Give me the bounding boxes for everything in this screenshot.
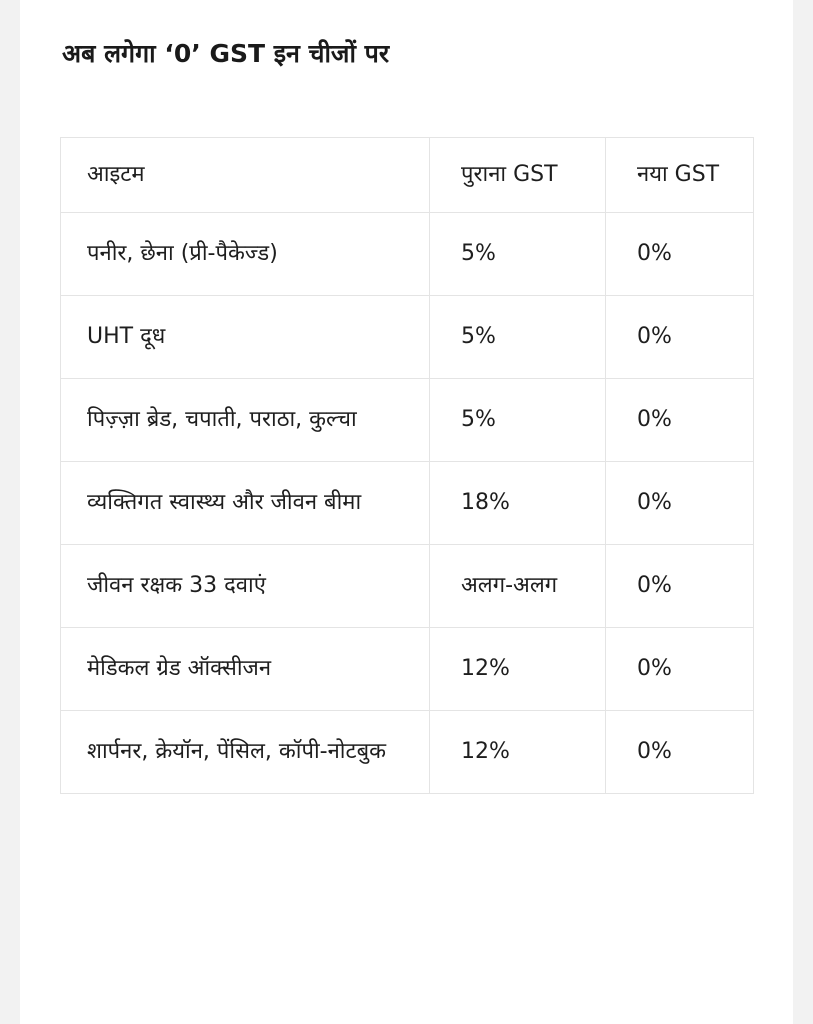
section-heading: अब लगेगा ‘0’ GST इन चीजों पर <box>62 39 390 68</box>
cell-item: पनीर, छेना (प्री-पैकेज्ड) <box>61 213 430 296</box>
cell-item: पिज़्ज़ा ब्रेड, चपाती, पराठा, कुल्चा <box>61 379 430 462</box>
table-row <box>61 213 754 296</box>
cell-old-gst: 5% <box>430 379 606 462</box>
cell-old-gst: 12% <box>430 628 606 711</box>
cell-item: मेडिकल ग्रेड ऑक्सीजन <box>61 628 430 711</box>
cell-new-gst: 0% <box>606 545 754 628</box>
cell-item: शार्पनर, क्रेयॉन, पेंसिल, कॉपी-नोटबुक <box>61 711 430 794</box>
header-new-gst: नया GST <box>606 138 754 213</box>
cell-new-gst: 0% <box>606 462 754 545</box>
table-row <box>61 711 754 794</box>
cell-old-gst: 12% <box>430 711 606 794</box>
cell-new-gst: 0% <box>606 711 754 794</box>
table-header-row <box>61 138 754 213</box>
gst-table <box>60 137 754 794</box>
header-old-gst: पुराना GST <box>430 138 606 213</box>
cell-old-gst: 5% <box>430 296 606 379</box>
table-row <box>61 462 754 545</box>
cell-item: व्यक्तिगत स्वास्थ्य और जीवन बीमा <box>61 462 430 545</box>
table-row <box>61 379 754 462</box>
cell-new-gst: 0% <box>606 379 754 462</box>
table-row <box>61 628 754 711</box>
article-body <box>20 0 793 1024</box>
cell-old-gst: 18% <box>430 462 606 545</box>
table-row <box>61 296 754 379</box>
cell-new-gst: 0% <box>606 213 754 296</box>
table-row <box>61 545 754 628</box>
cell-new-gst: 0% <box>606 628 754 711</box>
cell-item: जीवन रक्षक 33 दवाएं <box>61 545 430 628</box>
cell-new-gst: 0% <box>606 296 754 379</box>
cell-item: UHT दूध <box>61 296 430 379</box>
cell-old-gst: अलग-अलग <box>430 545 606 628</box>
header-item: आइटम <box>61 138 430 213</box>
cell-old-gst: 5% <box>430 213 606 296</box>
